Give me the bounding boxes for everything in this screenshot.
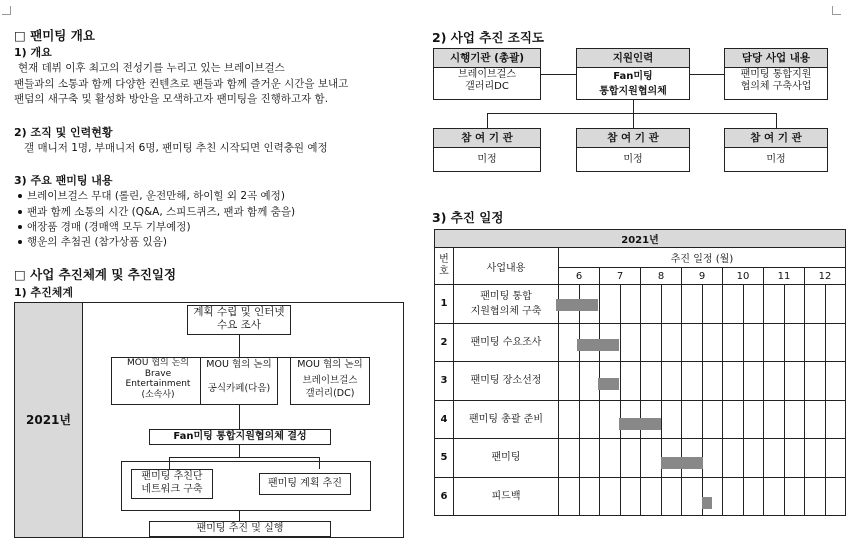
group-frame <box>121 461 371 511</box>
gantt-bar <box>577 339 619 351</box>
gantt-cell <box>743 323 764 362</box>
org-box-executor: 시행기관 (총괄) 브레이브걸스 갤러리DC <box>433 48 541 100</box>
council-box: Fan미팅 통합지원협의체 결성 <box>149 429 331 445</box>
bullet-icon <box>18 225 22 229</box>
gantt-cell <box>661 477 682 516</box>
gantt-cell <box>764 477 785 516</box>
table-row <box>435 323 846 362</box>
gantt-cell <box>723 439 744 478</box>
row-task: 팬미팅 장소선정 <box>454 362 559 401</box>
gantt-bar <box>661 457 703 469</box>
gantt-cell <box>723 477 744 516</box>
gantt-cell <box>784 362 805 401</box>
row-task: 팬미팅 수요조사 <box>454 323 559 362</box>
final-box: 팬미팅 추진 및 실행 <box>149 521 331 537</box>
col-period-header: 추진 일정 (월) <box>559 248 846 268</box>
gantt-cell <box>600 400 621 439</box>
network-box: 팬미팅 추친단 네트워크 구축 <box>131 469 213 499</box>
org-status-line: 갤 매니저 1명, 부매니저 6명, 팬미팅 추친 시작되면 인력충원 예정 <box>24 142 328 154</box>
gantt-cell <box>682 477 703 516</box>
month-header: 11 <box>764 268 805 285</box>
gantt-cell <box>743 285 764 324</box>
table-row <box>435 362 846 401</box>
gantt-cell <box>682 362 703 401</box>
gantt-cell <box>661 400 682 439</box>
gantt-cell <box>579 362 600 401</box>
gantt-cell <box>579 400 600 439</box>
gantt-bar <box>619 418 661 430</box>
gantt-cell <box>743 439 764 478</box>
gantt-cell <box>784 285 805 324</box>
bullet-icon <box>18 240 22 244</box>
mou-box-gallery: MOU 협의 논의 브레이브걸스 갤러리(DC) <box>290 357 370 405</box>
gantt-cell <box>559 477 580 516</box>
year-column <box>15 303 83 537</box>
mou-box-agency: MOU 협의 논의 Brave Entertainment (소속사) <box>111 357 205 405</box>
section-overview-title: □ 팬미팅 개요 <box>14 28 95 43</box>
gantt-cell <box>784 400 805 439</box>
col-no-header: 번 호 <box>435 248 454 285</box>
gantt-cell <box>559 323 580 362</box>
gantt-bar <box>556 299 598 311</box>
gantt-cell <box>805 400 826 439</box>
table-row <box>435 285 846 324</box>
row-number: 2 <box>435 323 454 362</box>
schedule-year: 2021년 <box>435 230 846 248</box>
gantt-cell <box>702 439 723 478</box>
gantt-cell <box>723 285 744 324</box>
org-status-heading: 2) 조직 및 인력현황 <box>14 126 113 139</box>
gantt-cell <box>620 323 641 362</box>
gantt-cell <box>784 477 805 516</box>
system-heading: 1) 추진체계 <box>14 286 74 299</box>
month-header: 6 <box>559 268 600 285</box>
gantt-cell <box>682 285 703 324</box>
bullet-icon <box>18 210 22 214</box>
gantt-cell <box>743 477 764 516</box>
gantt-cell <box>620 439 641 478</box>
flow-year: 2021년 <box>26 413 71 427</box>
gantt-cell <box>682 323 703 362</box>
gantt-cell <box>825 439 846 478</box>
gantt-cell <box>723 400 744 439</box>
gantt-bar <box>598 378 619 390</box>
gantt-cell <box>805 285 826 324</box>
gantt-cell <box>764 439 785 478</box>
overview-line-1: 현재 데뷔 이후 최고의 전성기를 누리고 있는 브레이브걸스 <box>18 62 285 74</box>
gantt-cell <box>805 323 826 362</box>
month-header: 8 <box>641 268 682 285</box>
gantt-cell <box>661 362 682 401</box>
plan-exec-box: 팬미팅 계획 추진 <box>259 473 351 495</box>
row-task: 피드백 <box>454 477 559 516</box>
mou-box-cafe: MOU 협의 논의 공식카페(다음) <box>200 357 278 405</box>
month-header: 7 <box>600 268 641 285</box>
gantt-cell <box>559 400 580 439</box>
schedule-table <box>434 229 846 516</box>
content-item: 행운의 추첨권 (참가상품 있음) <box>18 235 167 249</box>
gantt-cell <box>784 323 805 362</box>
gantt-cell <box>764 362 785 401</box>
gantt-cell <box>825 477 846 516</box>
row-number: 6 <box>435 477 454 516</box>
gantt-cell <box>825 362 846 401</box>
gantt-cell <box>702 362 723 401</box>
gantt-cell <box>764 400 785 439</box>
row-task: 팬미팅 통합 지원협의체 구축 <box>454 285 559 324</box>
gantt-cell <box>723 362 744 401</box>
gantt-cell <box>743 400 764 439</box>
corner-mark <box>2 6 11 15</box>
content-heading: 3) 주요 팬미팅 내용 <box>14 174 113 187</box>
overview-heading: 1) 개요 <box>14 46 52 59</box>
bullet-icon <box>18 194 22 198</box>
gantt-cell <box>620 477 641 516</box>
gantt-cell <box>600 439 621 478</box>
org-box-participant: 참 여 기 관 미정 <box>576 128 690 172</box>
corner-mark <box>832 6 841 15</box>
gantt-cell <box>620 285 641 324</box>
org-box-participant: 참 여 기 관 미정 <box>433 128 541 172</box>
overview-line-2: 팬들과의 소통과 함께 다양한 컨텐츠로 팬들과 함께 즐거운 시간을 보내고 <box>14 78 349 90</box>
content-item: 브레이브걸스 무대 (롤린, 운전만해, 하이힐 외 2곡 예정) <box>18 189 285 203</box>
gantt-cell <box>784 439 805 478</box>
gantt-cell <box>805 439 826 478</box>
gantt-cell <box>620 362 641 401</box>
row-number: 4 <box>435 400 454 439</box>
flow-diagram <box>14 302 404 538</box>
month-header: 10 <box>723 268 764 285</box>
org-box-business: 담당 사업 내용 팬미팅 통합지원 협의체 구축사업 <box>724 48 828 100</box>
overview-line-3: 팬덤의 새구축 및 활성화 방안을 모색하고자 팬미팅을 진행하고자 함. <box>14 93 329 105</box>
gantt-cell <box>805 477 826 516</box>
gantt-cell <box>764 323 785 362</box>
gantt-cell <box>702 400 723 439</box>
gantt-cell <box>805 362 826 401</box>
gantt-cell <box>641 285 662 324</box>
gantt-cell <box>702 323 723 362</box>
row-number: 1 <box>435 285 454 324</box>
row-number: 5 <box>435 439 454 478</box>
org-chart-heading: 2) 사업 추진 조직도 <box>432 30 544 45</box>
table-row <box>435 439 846 478</box>
gantt-cell <box>600 285 621 324</box>
gantt-cell <box>641 323 662 362</box>
content-item: 팬과 함께 소통의 시간 (Q&A, 스피드퀴즈, 팬과 함께 춤을) <box>18 205 295 219</box>
gantt-cell <box>579 477 600 516</box>
gantt-cell <box>661 285 682 324</box>
table-row <box>435 477 846 516</box>
gantt-cell <box>702 285 723 324</box>
gantt-cell <box>641 362 662 401</box>
content-item: 애장품 경매 (경매액 모두 기부예정) <box>18 220 191 234</box>
gantt-cell <box>825 323 846 362</box>
gantt-cell <box>600 477 621 516</box>
gantt-cell <box>579 439 600 478</box>
org-box-support: 지원인력 Fan미팅 통합지원협의체 <box>576 48 690 100</box>
gantt-cell <box>559 362 580 401</box>
col-task-header: 사업내용 <box>454 248 559 285</box>
gantt-cell <box>723 323 744 362</box>
gantt-cell <box>764 285 785 324</box>
gantt-cell <box>825 400 846 439</box>
gantt-cell <box>559 439 580 478</box>
gantt-cell <box>641 439 662 478</box>
month-header: 9 <box>682 268 723 285</box>
month-header: 12 <box>805 268 846 285</box>
org-box-participant: 참 여 기 관 미정 <box>724 128 828 172</box>
row-number: 3 <box>435 362 454 401</box>
plan-box: 계획 수립 및 인터넷 수요 조사 <box>187 305 291 335</box>
gantt-bar <box>702 497 712 509</box>
schedule-heading: 3) 추진 일정 <box>432 210 504 225</box>
gantt-cell <box>682 400 703 439</box>
row-task: 팬미팅 총괄 준비 <box>454 400 559 439</box>
row-task: 팬미팅 <box>454 439 559 478</box>
gantt-cell <box>661 323 682 362</box>
gantt-cell <box>825 285 846 324</box>
section-system-title: □ 사업 추진체계 및 추진일정 <box>14 267 177 282</box>
gantt-cell <box>743 362 764 401</box>
gantt-cell <box>641 477 662 516</box>
